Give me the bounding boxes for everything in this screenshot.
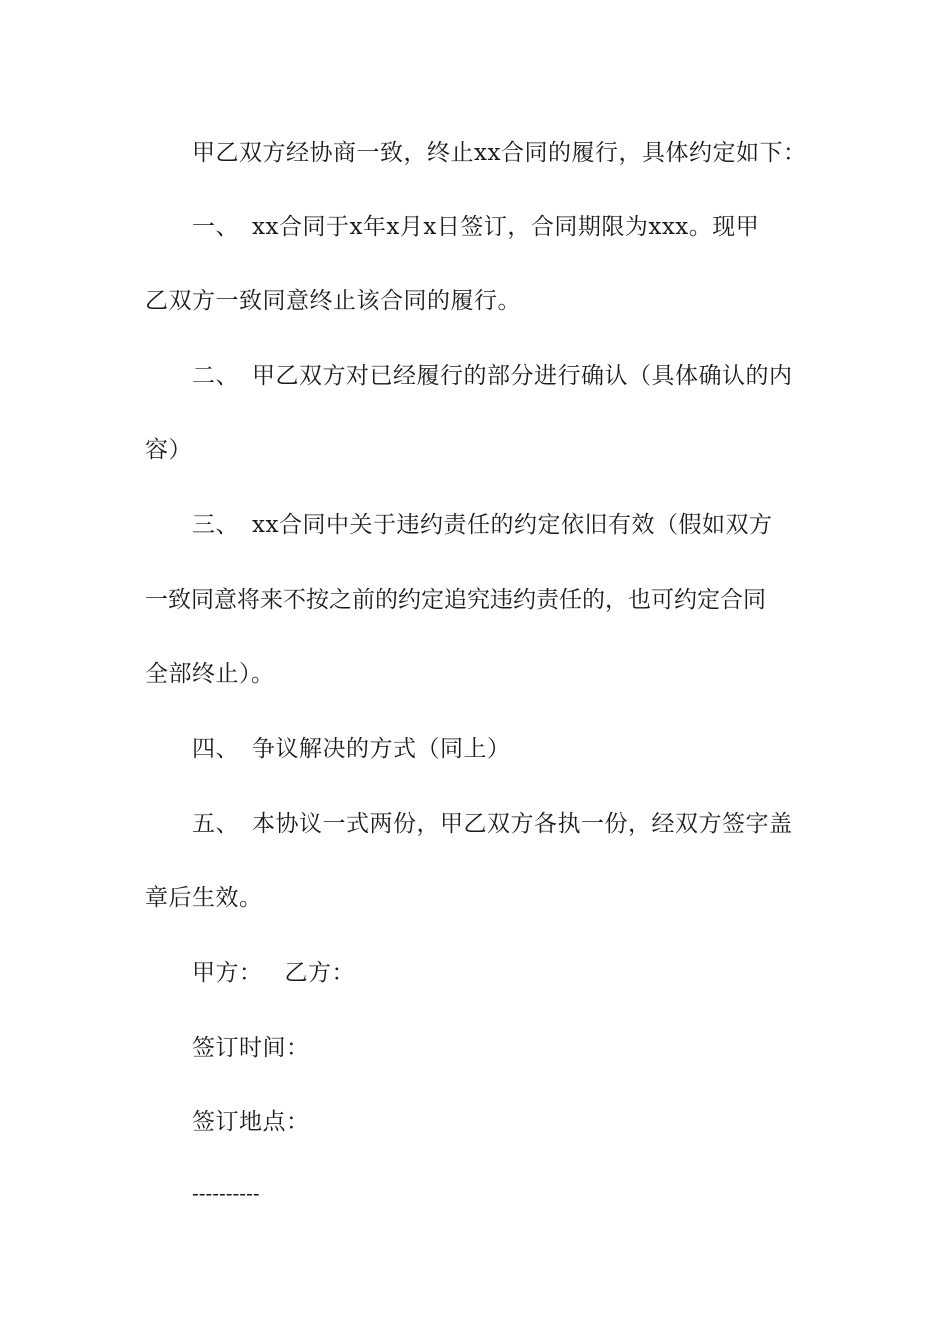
clause-3-line-3: 全部终止）。	[145, 661, 275, 687]
clause-5-continuation	[145, 878, 815, 918]
clause-4-line-1: 争议解决的方式（同上）	[252, 736, 511, 762]
party-b-label: 乙方：	[284, 960, 355, 986]
signing-time-label: 签订时间：	[192, 1035, 310, 1061]
clause-3-line-2: 一致同意将来不按之前的约定追究违约责任的，也可约定合同	[145, 587, 766, 613]
clause-1	[192, 207, 815, 247]
intro-paragraph	[192, 133, 815, 173]
clause-4-number: 四、	[192, 736, 239, 762]
clause-3-continuation-2	[145, 654, 815, 694]
clause-1-continuation	[145, 281, 815, 321]
signing-time	[192, 1028, 815, 1068]
party-a-label: 甲方：	[192, 960, 263, 986]
clause-3-line-1: xx合同中关于违约责任的约定依旧有效（假如双方	[252, 512, 773, 538]
signing-place	[192, 1102, 815, 1142]
intro-text: 甲乙双方经协商一致，终止xx合同的履行，具体约定如下：	[192, 140, 807, 166]
clause-2-number: 二、	[192, 363, 239, 389]
clause-2	[192, 356, 815, 396]
clause-3-number: 三、	[192, 512, 239, 538]
clause-2-continuation	[145, 430, 815, 470]
signature-parties	[192, 953, 815, 993]
clause-1-number: 一、	[192, 214, 239, 240]
clause-4	[192, 729, 815, 769]
separator-line: ----------	[192, 1181, 260, 1205]
signing-place-label: 签订地点：	[192, 1109, 310, 1135]
clause-5-line-2: 章后生效。	[145, 885, 263, 911]
clause-3-continuation	[145, 580, 815, 620]
clause-5-number: 五、	[192, 811, 239, 837]
clause-5-line-1: 本协议一式两份，甲乙双方各执一份，经双方签字盖	[252, 811, 793, 837]
clause-5	[192, 804, 815, 844]
clause-1-line-2: 乙双方一致同意终止该合同的履行。	[145, 288, 521, 314]
clause-1-line-1: xx合同于x年x月x日签订，合同期限为xxx。现甲	[252, 214, 760, 240]
clause-2-line-2: 容）	[145, 437, 192, 463]
clause-2-line-1: 甲乙双方对已经履行的部分进行确认（具体确认的内	[252, 363, 793, 389]
clause-3	[192, 505, 815, 545]
